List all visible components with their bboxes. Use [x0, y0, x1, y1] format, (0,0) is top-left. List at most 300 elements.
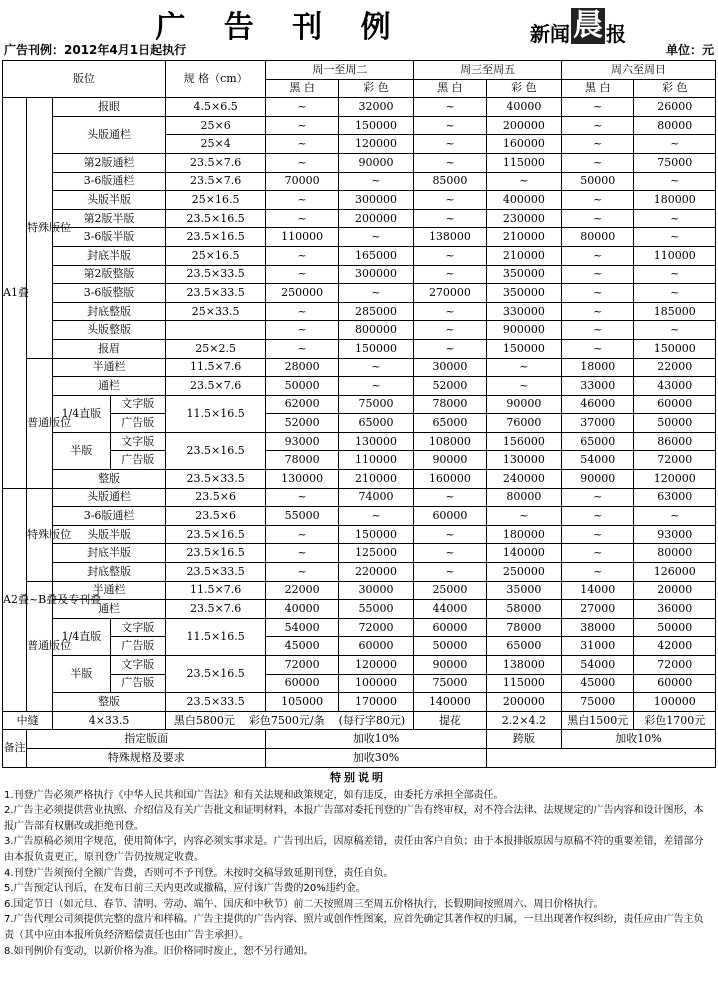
table-row	[3, 377, 716, 396]
price-cell: 80000	[562, 228, 634, 247]
position-subtype: 广告版	[110, 637, 165, 656]
price-cell: ~	[634, 135, 716, 154]
price-cell: 75000	[338, 395, 413, 414]
price-cell: ~	[414, 191, 486, 210]
position-name: 第2版半版	[53, 209, 166, 228]
price-cell: ~	[266, 116, 338, 135]
header-color: 彩 色	[338, 79, 413, 98]
price-cell: 58000	[486, 600, 561, 619]
position-subtype: 广告版	[110, 674, 165, 693]
position-subtype: 文字版	[110, 656, 165, 675]
table-row	[3, 358, 716, 377]
price-cell: ~	[562, 339, 634, 358]
position-name: 封底整版	[53, 302, 166, 321]
position-name: 封底半版	[53, 246, 166, 265]
spec-cell: 23.5×7.6	[165, 600, 266, 619]
header-color: 彩 色	[634, 79, 716, 98]
price-cell: ~	[562, 265, 634, 284]
price-cell: ~	[562, 135, 634, 154]
price-cell: 55000	[338, 600, 413, 619]
price-cell: 80000	[634, 116, 716, 135]
table-row	[3, 172, 716, 191]
designated-page: 指定版面	[27, 730, 266, 749]
spec-cell: 23.5×7.6	[165, 153, 266, 172]
position-name: 第2版整版	[53, 265, 166, 284]
middle-seam-label: 中缝	[3, 711, 53, 730]
spread-label: 跨版	[486, 730, 561, 749]
spec-cell: 23.5×33.5	[165, 284, 266, 303]
price-cell: ~	[414, 153, 486, 172]
price-cell: 76000	[486, 414, 561, 433]
position-subtype: 广告版	[110, 451, 165, 470]
price-cell: 65000	[338, 414, 413, 433]
header-bw: 黑 白	[414, 79, 486, 98]
spec-cell: 23.5×16.5	[165, 228, 266, 247]
table-row	[3, 432, 716, 451]
position-name: 报眼	[53, 98, 166, 117]
price-cell: 50000	[634, 414, 716, 433]
table-row	[3, 153, 716, 172]
price-cell: 200000	[486, 693, 561, 712]
position-subtype: 文字版	[110, 395, 165, 414]
remarks-label: 备注	[3, 730, 27, 767]
price-cell: ~	[266, 525, 338, 544]
price-cell: 115000	[486, 153, 561, 172]
blank-cell	[486, 748, 715, 767]
table-row	[3, 116, 716, 135]
price-cell: ~	[338, 228, 413, 247]
price-cell: ~	[562, 321, 634, 340]
position-name: 封底整版	[53, 563, 166, 582]
price-cell: 65000	[414, 414, 486, 433]
table-row	[3, 228, 716, 247]
price-cell: ~	[562, 507, 634, 526]
note-item: 2.广告主必须提供营业执照、介绍信及有关广告批文和证明材料，本报广告部对委托刊登的广告有终审权，对不符合法律、法规规定的广告内容和设计图形，本报广告部有权删改或拒绝刊登。	[4, 805, 704, 832]
price-cell: 55000	[266, 507, 338, 526]
price-cell: 40000	[486, 98, 561, 117]
price-cell: 45000	[266, 637, 338, 656]
price-cell: 165000	[338, 246, 413, 265]
price-cell: 126000	[634, 563, 716, 582]
jacquard-color: 彩色1700元	[634, 711, 716, 730]
header-sat-sun: 周六至周日	[562, 61, 716, 80]
per-line-price: (每行字80元)	[338, 713, 406, 727]
price-cell: 60000	[338, 637, 413, 656]
table-row	[3, 209, 716, 228]
table-row	[3, 414, 716, 433]
price-cell: ~	[634, 172, 716, 191]
header-wed-fri: 周三至周五	[414, 61, 562, 80]
price-cell: 35000	[486, 581, 561, 600]
designated-page-surcharge: 加收10%	[266, 730, 486, 749]
price-cell: 140000	[414, 693, 486, 712]
price-cell: ~	[562, 488, 634, 507]
price-cell: ~	[338, 507, 413, 526]
price-cell: 138000	[486, 656, 561, 675]
price-cell: 72000	[266, 656, 338, 675]
section-label: 特殊版位	[27, 488, 53, 581]
price-cell: 60000	[634, 395, 716, 414]
price-cell: 38000	[562, 618, 634, 637]
price-cell: 220000	[338, 563, 413, 582]
table-row	[3, 563, 716, 582]
table-row	[3, 395, 716, 414]
jacquard-label: 提花	[414, 711, 486, 730]
price-cell: ~	[634, 284, 716, 303]
price-cell: 93000	[266, 432, 338, 451]
spec-cell: 23.5×33.5	[165, 693, 266, 712]
price-cell: ~	[414, 339, 486, 358]
page-title: 广 告 刊 例	[155, 10, 405, 45]
price-cell: 270000	[414, 284, 486, 303]
price-cell: 50000	[562, 172, 634, 191]
spec-cell: 25×6	[165, 116, 266, 135]
special-notes	[4, 770, 712, 959]
price-cell: ~	[562, 302, 634, 321]
price-cell: ~	[634, 507, 716, 526]
price-cell: 43000	[634, 377, 716, 396]
price-cell: 120000	[338, 656, 413, 675]
table-row	[3, 581, 716, 600]
price-cell: 130000	[338, 432, 413, 451]
price-cell: ~	[414, 265, 486, 284]
table-row	[3, 507, 716, 526]
position-name: 头版整版	[53, 321, 166, 340]
price-cell: 285000	[338, 302, 413, 321]
price-cell: ~	[266, 246, 338, 265]
price-cell: 72000	[338, 618, 413, 637]
price-cell: 33000	[562, 377, 634, 396]
table-row	[3, 246, 716, 265]
price-cell: 30000	[338, 581, 413, 600]
price-cell: 108000	[414, 432, 486, 451]
spec-cell: 25×4	[165, 135, 266, 154]
table-row	[3, 265, 716, 284]
price-cell: 22000	[266, 581, 338, 600]
price-cell: 60000	[414, 618, 486, 637]
spec-cell: 23.5×7.6	[165, 172, 266, 191]
note-item: 4.刊登广告须预付全额广告费，否则可不予刊登。未按时交稿导致延期刊登，责任自负。	[4, 867, 394, 879]
position-name: 半版	[53, 432, 110, 469]
special-spec: 特殊规格及要求	[27, 748, 266, 767]
price-cell: ~	[634, 228, 716, 247]
table-row	[3, 488, 716, 507]
price-cell: 14000	[562, 581, 634, 600]
spec-cell: 25×16.5	[165, 191, 266, 210]
note-item: 3.广告原稿必须用字规范，使用简体字，内容必须实事求是。广告刊出后，因原稿差错，责任由客户自负；由于本报排版原因与原稿不符的重要差错，差错部分由本报负责更正，原刊登广告仍按规定收费。	[4, 836, 704, 863]
price-cell: 20000	[634, 581, 716, 600]
header-color: 彩 色	[486, 79, 561, 98]
price-cell: ~	[266, 191, 338, 210]
position-name: 通栏	[53, 600, 166, 619]
price-cell: 75000	[562, 693, 634, 712]
price-cell: 156000	[486, 432, 561, 451]
price-cell: 110000	[338, 451, 413, 470]
spec-cell: 25×33.5	[165, 302, 266, 321]
price-cell: 100000	[338, 674, 413, 693]
price-cell: ~	[414, 98, 486, 117]
price-cell: ~	[562, 563, 634, 582]
position-name: 3-6版半版	[53, 228, 166, 247]
position-name: 1/4直版	[53, 618, 110, 655]
price-cell: ~	[414, 488, 486, 507]
price-cell: 140000	[486, 544, 561, 563]
price-cell: 54000	[562, 656, 634, 675]
price-cell: ~	[266, 563, 338, 582]
spec-cell: 23.5×16.5	[165, 432, 266, 469]
price-cell: 240000	[486, 470, 561, 489]
price-cell: 300000	[338, 265, 413, 284]
price-cell: ~	[486, 358, 561, 377]
table-row	[3, 451, 716, 470]
price-cell: 250000	[266, 284, 338, 303]
price-cell: ~	[338, 284, 413, 303]
price-cell: ~	[266, 153, 338, 172]
price-cell: 330000	[486, 302, 561, 321]
position-name: 3-6版整版	[53, 284, 166, 303]
middle-seam-price	[165, 711, 413, 730]
price-cell: 150000	[338, 339, 413, 358]
section-label: 普通版位	[27, 358, 53, 488]
price-cell: 44000	[414, 600, 486, 619]
position-name: 整版	[53, 693, 166, 712]
remarks-row	[3, 730, 716, 749]
note-item: 8.如刊例价有变动，以新价格为准。旧价格同时废止，恕不另行通知。	[4, 945, 314, 957]
price-cell: 200000	[486, 116, 561, 135]
price-cell: 130000	[266, 470, 338, 489]
position-name: 3-6版通栏	[53, 172, 166, 191]
price-cell: 210000	[486, 228, 561, 247]
price-cell: 45000	[562, 674, 634, 693]
price-cell: 30000	[414, 358, 486, 377]
position-name: 头版半版	[53, 525, 166, 544]
price-cell: 74000	[338, 488, 413, 507]
price-cell: ~	[338, 377, 413, 396]
price-cell: 90000	[562, 470, 634, 489]
price-cell: 90000	[486, 395, 561, 414]
price-cell: 210000	[338, 470, 413, 489]
table-row	[3, 302, 716, 321]
table-row	[3, 656, 716, 675]
position-name: 头版半版	[53, 191, 166, 210]
price-cell: 40000	[266, 600, 338, 619]
notes-title: 特别说明	[330, 771, 386, 784]
header-position: 版位	[3, 61, 166, 98]
price-cell: 250000	[486, 563, 561, 582]
price-cell: ~	[338, 172, 413, 191]
price-cell: ~	[266, 488, 338, 507]
price-cell: 37000	[562, 414, 634, 433]
price-cell: 90000	[414, 451, 486, 470]
table-row	[3, 98, 716, 117]
price-cell: 27000	[562, 600, 634, 619]
spec-cell: 23.5×33.5	[165, 265, 266, 284]
price-cell: ~	[562, 246, 634, 265]
spec-cell: 23.5×16.5	[165, 209, 266, 228]
price-cell: 75000	[634, 153, 716, 172]
position-subtype: 文字版	[110, 432, 165, 451]
price-cell: ~	[562, 544, 634, 563]
price-cell: ~	[486, 377, 561, 396]
price-cell: 18000	[562, 358, 634, 377]
price-cell: 26000	[634, 98, 716, 117]
price-cell: 180000	[486, 525, 561, 544]
spec-cell: 25×16.5	[165, 246, 266, 265]
price-cell: 78000	[266, 451, 338, 470]
price-cell: 50000	[266, 377, 338, 396]
position-name: 封底半版	[53, 544, 166, 563]
note-item: 1.刊登广告必须严格执行《中华人民共和国广告法》和有关法规和政策规定，如有违反，由委托方承担全部责任。	[4, 789, 504, 801]
position-name: 半版	[53, 656, 110, 693]
price-cell: 110000	[634, 246, 716, 265]
note-item: 5.广告预定认刊后，在发布日前三天内更改或撤稿，应付该广告费的20%违约金。	[4, 883, 366, 895]
price-cell: 130000	[486, 451, 561, 470]
table-row	[3, 191, 716, 210]
price-cell: 75000	[414, 674, 486, 693]
jacquard-bw: 黑白1500元	[562, 711, 634, 730]
unit-label: 单位：元	[665, 43, 714, 57]
position-name: 1/4直版	[53, 395, 110, 432]
position-name: 半通栏	[53, 581, 166, 600]
note-item: 7.广告代理公司须提供完整的盘片和样稿。广告主提供的广告内容、照片或创作性图案，应首先确定其著作权的归属，一旦出现著作权纠纷，责任应由广告主负责（其中应由本报所负经济赔偿责任也由广告主承担）。	[4, 914, 704, 941]
table-row	[3, 525, 716, 544]
price-cell: ~	[562, 525, 634, 544]
price-cell: 22000	[634, 358, 716, 377]
header-bw: 黑 白	[562, 79, 634, 98]
table-row	[3, 618, 716, 637]
price-cell: 400000	[486, 191, 561, 210]
price-cell: ~	[414, 563, 486, 582]
price-cell: ~	[634, 209, 716, 228]
price-cell: ~	[414, 209, 486, 228]
middle-seam-spec: 4×33.5	[53, 711, 166, 730]
price-cell: ~	[634, 321, 716, 340]
table-row	[3, 637, 716, 656]
rate-table	[2, 60, 716, 768]
price-cell: 105000	[266, 693, 338, 712]
position-name: 头版通栏	[53, 116, 166, 153]
price-cell: 120000	[634, 470, 716, 489]
position-name: 头版通栏	[53, 488, 166, 507]
header-mon-tue: 周一至周二	[266, 61, 414, 80]
spec-cell: 23.5×6	[165, 507, 266, 526]
price-cell: 150000	[486, 339, 561, 358]
price-cell: ~	[266, 339, 338, 358]
price-cell: 300000	[338, 191, 413, 210]
header-bw: 黑 白	[266, 79, 338, 98]
price-cell: 85000	[414, 172, 486, 191]
middle-seam-row	[3, 711, 716, 730]
spec-cell: 23.5×16.5	[165, 525, 266, 544]
price-cell: ~	[266, 302, 338, 321]
price-cell: 42000	[634, 637, 716, 656]
price-cell: ~	[266, 321, 338, 340]
price-cell: 900000	[486, 321, 561, 340]
price-cell: 36000	[634, 600, 716, 619]
price-cell: ~	[266, 135, 338, 154]
price-cell: 25000	[414, 581, 486, 600]
group-label: A2叠~B叠及专刊叠	[3, 488, 27, 711]
table-row	[3, 284, 716, 303]
price-cell: 80000	[634, 544, 716, 563]
price-cell: ~	[414, 525, 486, 544]
price-cell: 800000	[338, 321, 413, 340]
price-cell: ~	[266, 544, 338, 563]
price-cell: 90000	[414, 656, 486, 675]
table-row	[3, 321, 716, 340]
spec-cell: 11.5×16.5	[165, 618, 266, 655]
table-row	[3, 339, 716, 358]
price-cell: 60000	[414, 507, 486, 526]
price-cell: 150000	[634, 339, 716, 358]
spread-surcharge: 加收10%	[562, 730, 716, 749]
price-cell: 60000	[266, 674, 338, 693]
price-cell: 54000	[562, 451, 634, 470]
price-cell: 78000	[486, 618, 561, 637]
spec-cell: 23.5×7.6	[165, 377, 266, 396]
spec-cell: 23.5×16.5	[165, 656, 266, 693]
spec-cell: 11.5×7.6	[165, 581, 266, 600]
position-name: 第2版通栏	[53, 153, 166, 172]
price-cell: 230000	[486, 209, 561, 228]
price-cell: 93000	[634, 525, 716, 544]
section-label: 特殊版位	[27, 98, 53, 358]
price-cell: 78000	[414, 395, 486, 414]
price-cell: ~	[562, 98, 634, 117]
spec-cell: 11.5×7.6	[165, 358, 266, 377]
price-cell: 150000	[338, 116, 413, 135]
price-cell: ~	[486, 507, 561, 526]
price-cell: ~	[414, 544, 486, 563]
table-row	[3, 600, 716, 619]
price-cell: 110000	[266, 228, 338, 247]
remarks-row	[3, 748, 716, 767]
price-cell: 115000	[486, 674, 561, 693]
price-cell: 120000	[338, 135, 413, 154]
price-cell: 80000	[486, 488, 561, 507]
price-cell: 65000	[562, 432, 634, 451]
effective-date: 广告刊例：2012年4月1日起执行	[4, 43, 187, 57]
price-cell: ~	[414, 302, 486, 321]
spec-cell: 23.5×6	[165, 488, 266, 507]
price-cell: 72000	[634, 451, 716, 470]
price-cell: ~	[486, 172, 561, 191]
position-name: 3-6版通栏	[53, 507, 166, 526]
section-label: 普通版位	[27, 581, 53, 711]
price-cell: ~	[414, 246, 486, 265]
table-row	[3, 693, 716, 712]
position-subtype: 广告版	[110, 414, 165, 433]
price-cell: ~	[414, 321, 486, 340]
price-cell: 138000	[414, 228, 486, 247]
price-cell: 50000	[414, 637, 486, 656]
spec-cell: 23.5×16.5	[165, 544, 266, 563]
header-spec: 规 格（cm）	[165, 61, 266, 98]
price-cell: ~	[266, 265, 338, 284]
table-row	[3, 470, 716, 489]
position-name: 整版	[53, 470, 166, 489]
spec-cell	[165, 321, 266, 340]
price-cell: 70000	[266, 172, 338, 191]
price-cell: 52000	[414, 377, 486, 396]
spec-cell: 11.5×16.5	[165, 395, 266, 432]
position-name: 通栏	[53, 377, 166, 396]
newspaper-logo: 新闻 晨 报	[530, 8, 626, 46]
spec-cell: 4.5×6.5	[165, 98, 266, 117]
price-cell: 52000	[266, 414, 338, 433]
price-cell: 72000	[634, 656, 716, 675]
price-cell: 50000	[634, 618, 716, 637]
